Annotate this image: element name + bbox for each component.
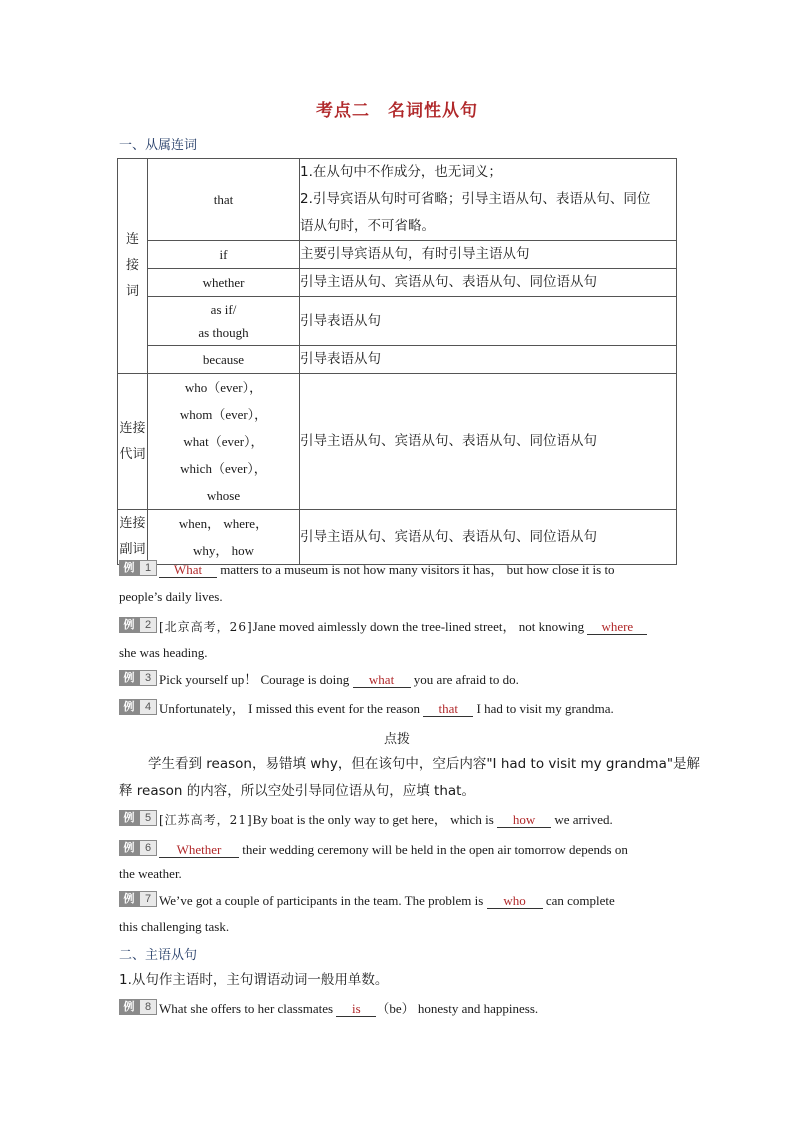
conjunction-table bbox=[117, 158, 677, 565]
desc-adverbs: 引导主语从句、宾语从句、表语从句、同位语从句 bbox=[300, 510, 677, 565]
example-7-cont: this challenging task. bbox=[119, 919, 230, 934]
page-title: 考点二 名词性从句 bbox=[316, 101, 478, 121]
word-whether: whether bbox=[148, 269, 300, 297]
category-adverb: 连接 副词 bbox=[118, 510, 148, 565]
section-heading-conjunctions: 一、从属连词 bbox=[119, 138, 198, 153]
example-badge: 例 7 bbox=[119, 891, 157, 907]
example-6-cont: the weather. bbox=[119, 866, 182, 881]
example-badge: 例 5 bbox=[119, 810, 157, 826]
answer-blank: is bbox=[336, 1001, 376, 1017]
example-badge: 例 3 bbox=[119, 670, 157, 686]
answer-blank: where bbox=[587, 619, 647, 635]
answer-blank: Whether bbox=[159, 842, 239, 858]
word-that: that bbox=[148, 159, 300, 241]
desc-pronouns: 引导主语从句、宾语从句、表语从句、同位语从句 bbox=[300, 374, 677, 510]
example-8: 例 8 What she offers to her classmates is （be） honesty and happiness. bbox=[119, 999, 679, 1019]
example-1-cont: people’s daily lives. bbox=[119, 589, 223, 604]
example-2: 例 2 [北京高考，26]Jane moved aimlessly down the tree-lined street， not knowing where bbox=[119, 617, 679, 637]
source-tag: [江苏高考，21] bbox=[159, 813, 253, 827]
example-badge: 例 8 bbox=[119, 999, 157, 1015]
answer-blank: what bbox=[353, 672, 411, 688]
answer-blank: What bbox=[159, 562, 217, 578]
example-2-cont: she was heading. bbox=[119, 645, 208, 660]
example-4: 例 4 Unfortunately， I missed this event for the reason that I had to visit my grandma. bbox=[119, 699, 679, 719]
example-badge: 例 4 bbox=[119, 699, 157, 715]
example-badge: 例 6 bbox=[119, 840, 157, 856]
section-heading-subject-clause: 二、主语从句 bbox=[119, 948, 198, 963]
tip-line-2: 释 reason 的内容，所以空处引导同位语从句，应填 that。 bbox=[119, 783, 475, 799]
answer-blank: who bbox=[487, 893, 543, 909]
example-badge: 例 2 bbox=[119, 617, 157, 633]
category-conjunction: 连 接 词 bbox=[118, 159, 148, 374]
category-pronoun: 连接 代词 bbox=[118, 374, 148, 510]
example-1: 例 1 What matters to a museum is not how many visitors it has， but how close it is to bbox=[119, 560, 679, 580]
source-tag: [北京高考，26] bbox=[159, 620, 253, 634]
example-badge: 例 1 bbox=[119, 560, 157, 576]
answer-blank: how bbox=[497, 812, 551, 828]
rule-1: 1.从句作主语时，主句谓语动词一般用单数。 bbox=[119, 972, 389, 988]
desc-as-if: 引导表语从句 bbox=[300, 297, 677, 346]
desc-whether: 引导主语从句、宾语从句、表语从句、同位语从句 bbox=[300, 269, 677, 297]
word-adverbs: when， where， why， how bbox=[148, 510, 300, 565]
tip-heading: 点拨 bbox=[383, 732, 410, 747]
word-as-if: as if/ as though bbox=[148, 297, 300, 346]
desc-that: 1.在从句中不作成分，也无词义； 2.引导宾语从句时可省略；引导主语从句、表语从句、同位 语从句时，不可省略。 bbox=[300, 159, 677, 241]
tip-line-1: 学生看到 reason，易错填 why，但在该句中，空后内容"I had to visit my grandma"是解 bbox=[148, 756, 701, 772]
word-if: if bbox=[148, 241, 300, 269]
example-5: 例 5 [江苏高考，21]By boat is the only way to get here， which is how we arrived. bbox=[119, 810, 679, 830]
desc-because: 引导表语从句 bbox=[300, 346, 677, 374]
example-6: 例 6 Whether their wedding ceremony will be held in the open air tomorrow depends on bbox=[119, 840, 679, 860]
word-because: because bbox=[148, 346, 300, 374]
answer-blank: that bbox=[423, 701, 473, 717]
example-7: 例 7 We’ve got a couple of participants in the team. The problem is who can complete bbox=[119, 891, 679, 911]
word-pronouns: who（ever）， whom（ever）， what（ever）， which（ever）， whose bbox=[148, 374, 300, 510]
desc-if: 主要引导宾语从句，有时引导主语从句 bbox=[300, 241, 677, 269]
example-3: 例 3 Pick yourself up！ Courage is doing what you are afraid to do. bbox=[119, 670, 679, 690]
